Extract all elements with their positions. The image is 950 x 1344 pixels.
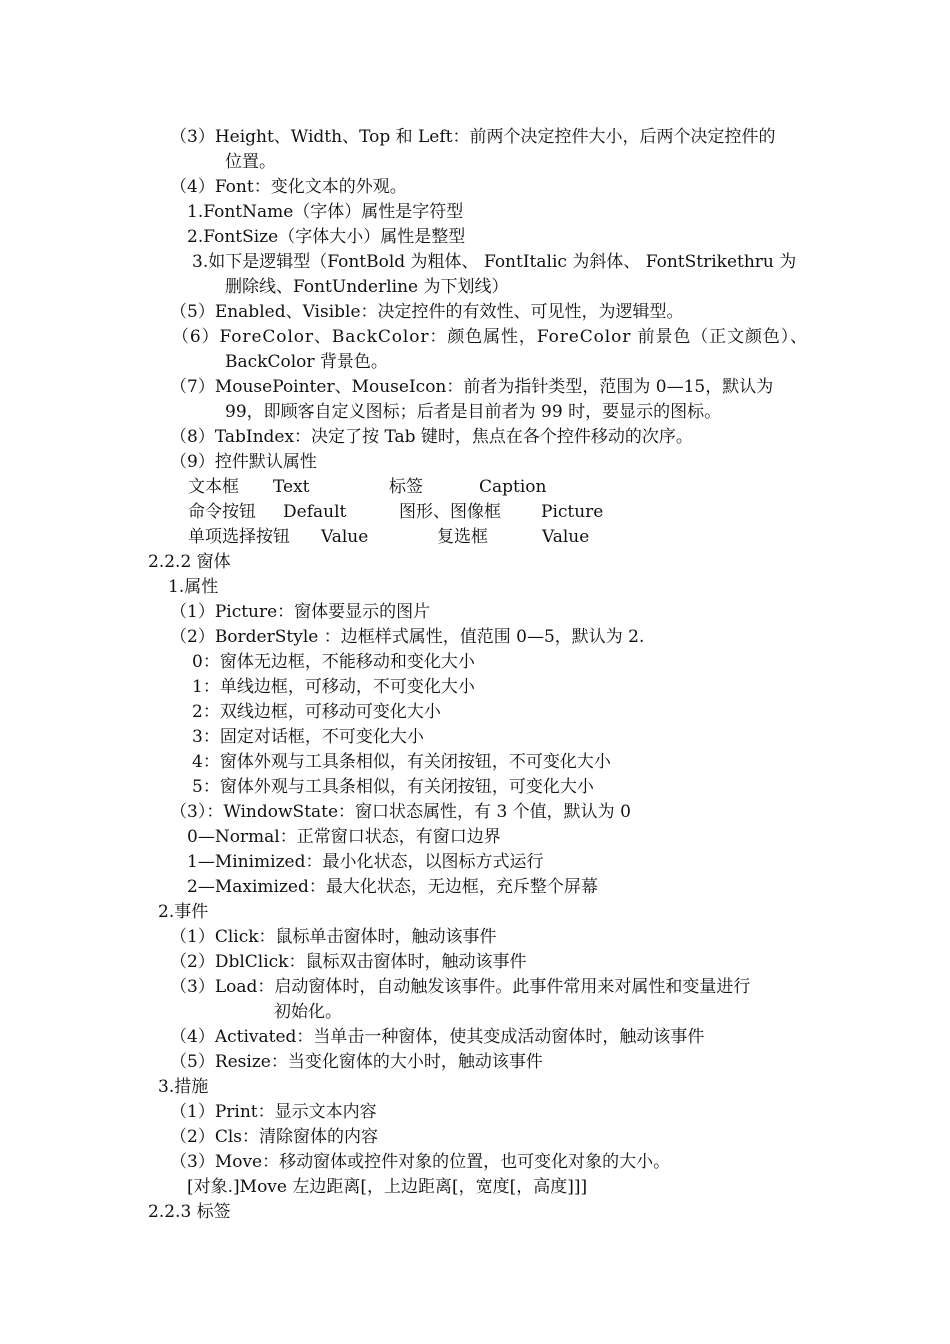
table-cell: Default: [283, 502, 347, 522]
table-cell: 图形、图像框: [399, 502, 501, 522]
paragraph-height-width-line1: （3）Height、Width、Top 和 Left：前两个决定控件大小，后两个决定控件的: [170, 127, 776, 147]
paragraph-mousepointer-line1: （7）MousePointer、MouseIcon：前者为指针类型，范围为 0—15，默认为: [170, 377, 774, 397]
list-item: （2）DblClick：鼠标双击窗体时，触动该事件: [170, 952, 527, 972]
list-item: （1）Click：鼠标单击窗体时，触动该事件: [170, 927, 497, 947]
paragraph-enabled-visible: （5）Enabled、Visible：决定控件的有效性、可见性，为逻辑型。: [170, 302, 684, 322]
table-cell: Caption: [479, 477, 547, 497]
list-item: 0：窗体无边框，不能移动和变化大小: [192, 652, 475, 672]
list-item: 2.FontSize（字体大小）属性是整型: [187, 227, 466, 247]
list-item: 1.FontName（字体）属性是字符型: [187, 202, 464, 222]
table-cell: 复选框: [437, 527, 488, 547]
paragraph-height-width-line2: 位置。: [225, 152, 276, 172]
list-item: （1）Print：显示文本内容: [170, 1102, 377, 1122]
list-item-line1: 3.如下是逻辑型（FontBold 为粗体、 FontItalic 为斜体、 FontStrikethru 为: [192, 252, 797, 272]
move-syntax: [对象.]Move 左边距离[，上边距离[，宽度[，高度]]]: [187, 1177, 588, 1197]
section-heading-label: 2.2.3 标签: [148, 1202, 231, 1222]
list-item: 3：固定对话框，不可变化大小: [192, 727, 424, 747]
list-item: 5：窗体外观与工具条相似，有关闭按钮，可变化大小: [192, 777, 594, 797]
table-cell: Picture: [541, 502, 604, 522]
table-cell: Text: [273, 477, 310, 497]
list-item: 1：单线边框，可移动，不可变化大小: [192, 677, 475, 697]
list-item: （3）Move：移动窗体或控件对象的位置，也可变化对象的大小。: [170, 1152, 671, 1172]
table-cell: Value: [321, 527, 369, 547]
list-item: （4）Activated：当单击一种窗体，使其变成活动窗体时，触动该事件: [170, 1027, 705, 1047]
list-item: 0—Normal：正常窗口状态，有窗口边界: [187, 827, 501, 847]
list-item: 2—Maximized：最大化状态，无边框，充斥整个屏幕: [187, 877, 598, 897]
list-item: 4：窗体外观与工具条相似，有关闭按钮，不可变化大小: [192, 752, 611, 772]
paragraph-forecolor-line2: BackColor 背景色。: [225, 352, 388, 372]
list-item: 1—Minimized：最小化状态，以图标方式运行: [187, 852, 544, 872]
paragraph-mousepointer-line2: 99，即顾客自定义图标；后者是目前者为 99 时，要显示的图标。: [225, 402, 722, 422]
paragraph-font: （4）Font：变化文本的外观。: [170, 177, 407, 197]
paragraph-forecolor-line1: （6）ForeColor、BackColor：颜色属性，ForeColor 前景色（正文颜色）、: [172, 327, 809, 347]
table-cell: 单项选择按钮: [188, 527, 290, 547]
list-item-line2: 初始化。: [274, 1002, 342, 1022]
subheading-methods: 3.措施: [158, 1077, 209, 1097]
table-cell: 文本框: [188, 477, 239, 497]
list-item-line2: 删除线、FontUnderline 为下划线）: [225, 277, 509, 297]
table-cell: Value: [542, 527, 590, 547]
subheading-events: 2.事件: [158, 902, 209, 922]
paragraph-default-properties: （9）控件默认属性: [170, 452, 317, 472]
list-item: 2：双线边框，可移动可变化大小: [192, 702, 441, 722]
paragraph-borderstyle: （2）BorderStyle ：边框样式属性，值范围 0—5，默认为 2.: [170, 627, 645, 647]
table-cell: 标签: [389, 477, 423, 497]
section-heading-form: 2.2.2 窗体: [148, 552, 231, 572]
paragraph-picture: （1）Picture：窗体要显示的图片: [170, 602, 431, 622]
list-item: （5）Resize：当变化窗体的大小时，触动该事件: [170, 1052, 543, 1072]
subheading-properties: 1.属性: [168, 577, 219, 597]
list-item: （2）Cls：清除窗体的内容: [170, 1127, 378, 1147]
list-item-line1: （3）Load：启动窗体时，自动触发该事件。此事件常用来对属性和变量进行: [170, 977, 751, 997]
paragraph-windowstate: （3）：WindowState：窗口状态属性，有 3 个值，默认为 0: [170, 802, 631, 822]
table-cell: 命令按钮: [188, 502, 256, 522]
paragraph-tabindex: （8）TabIndex：决定了按 Tab 键时，焦点在各个控件移动的次序。: [170, 427, 693, 447]
